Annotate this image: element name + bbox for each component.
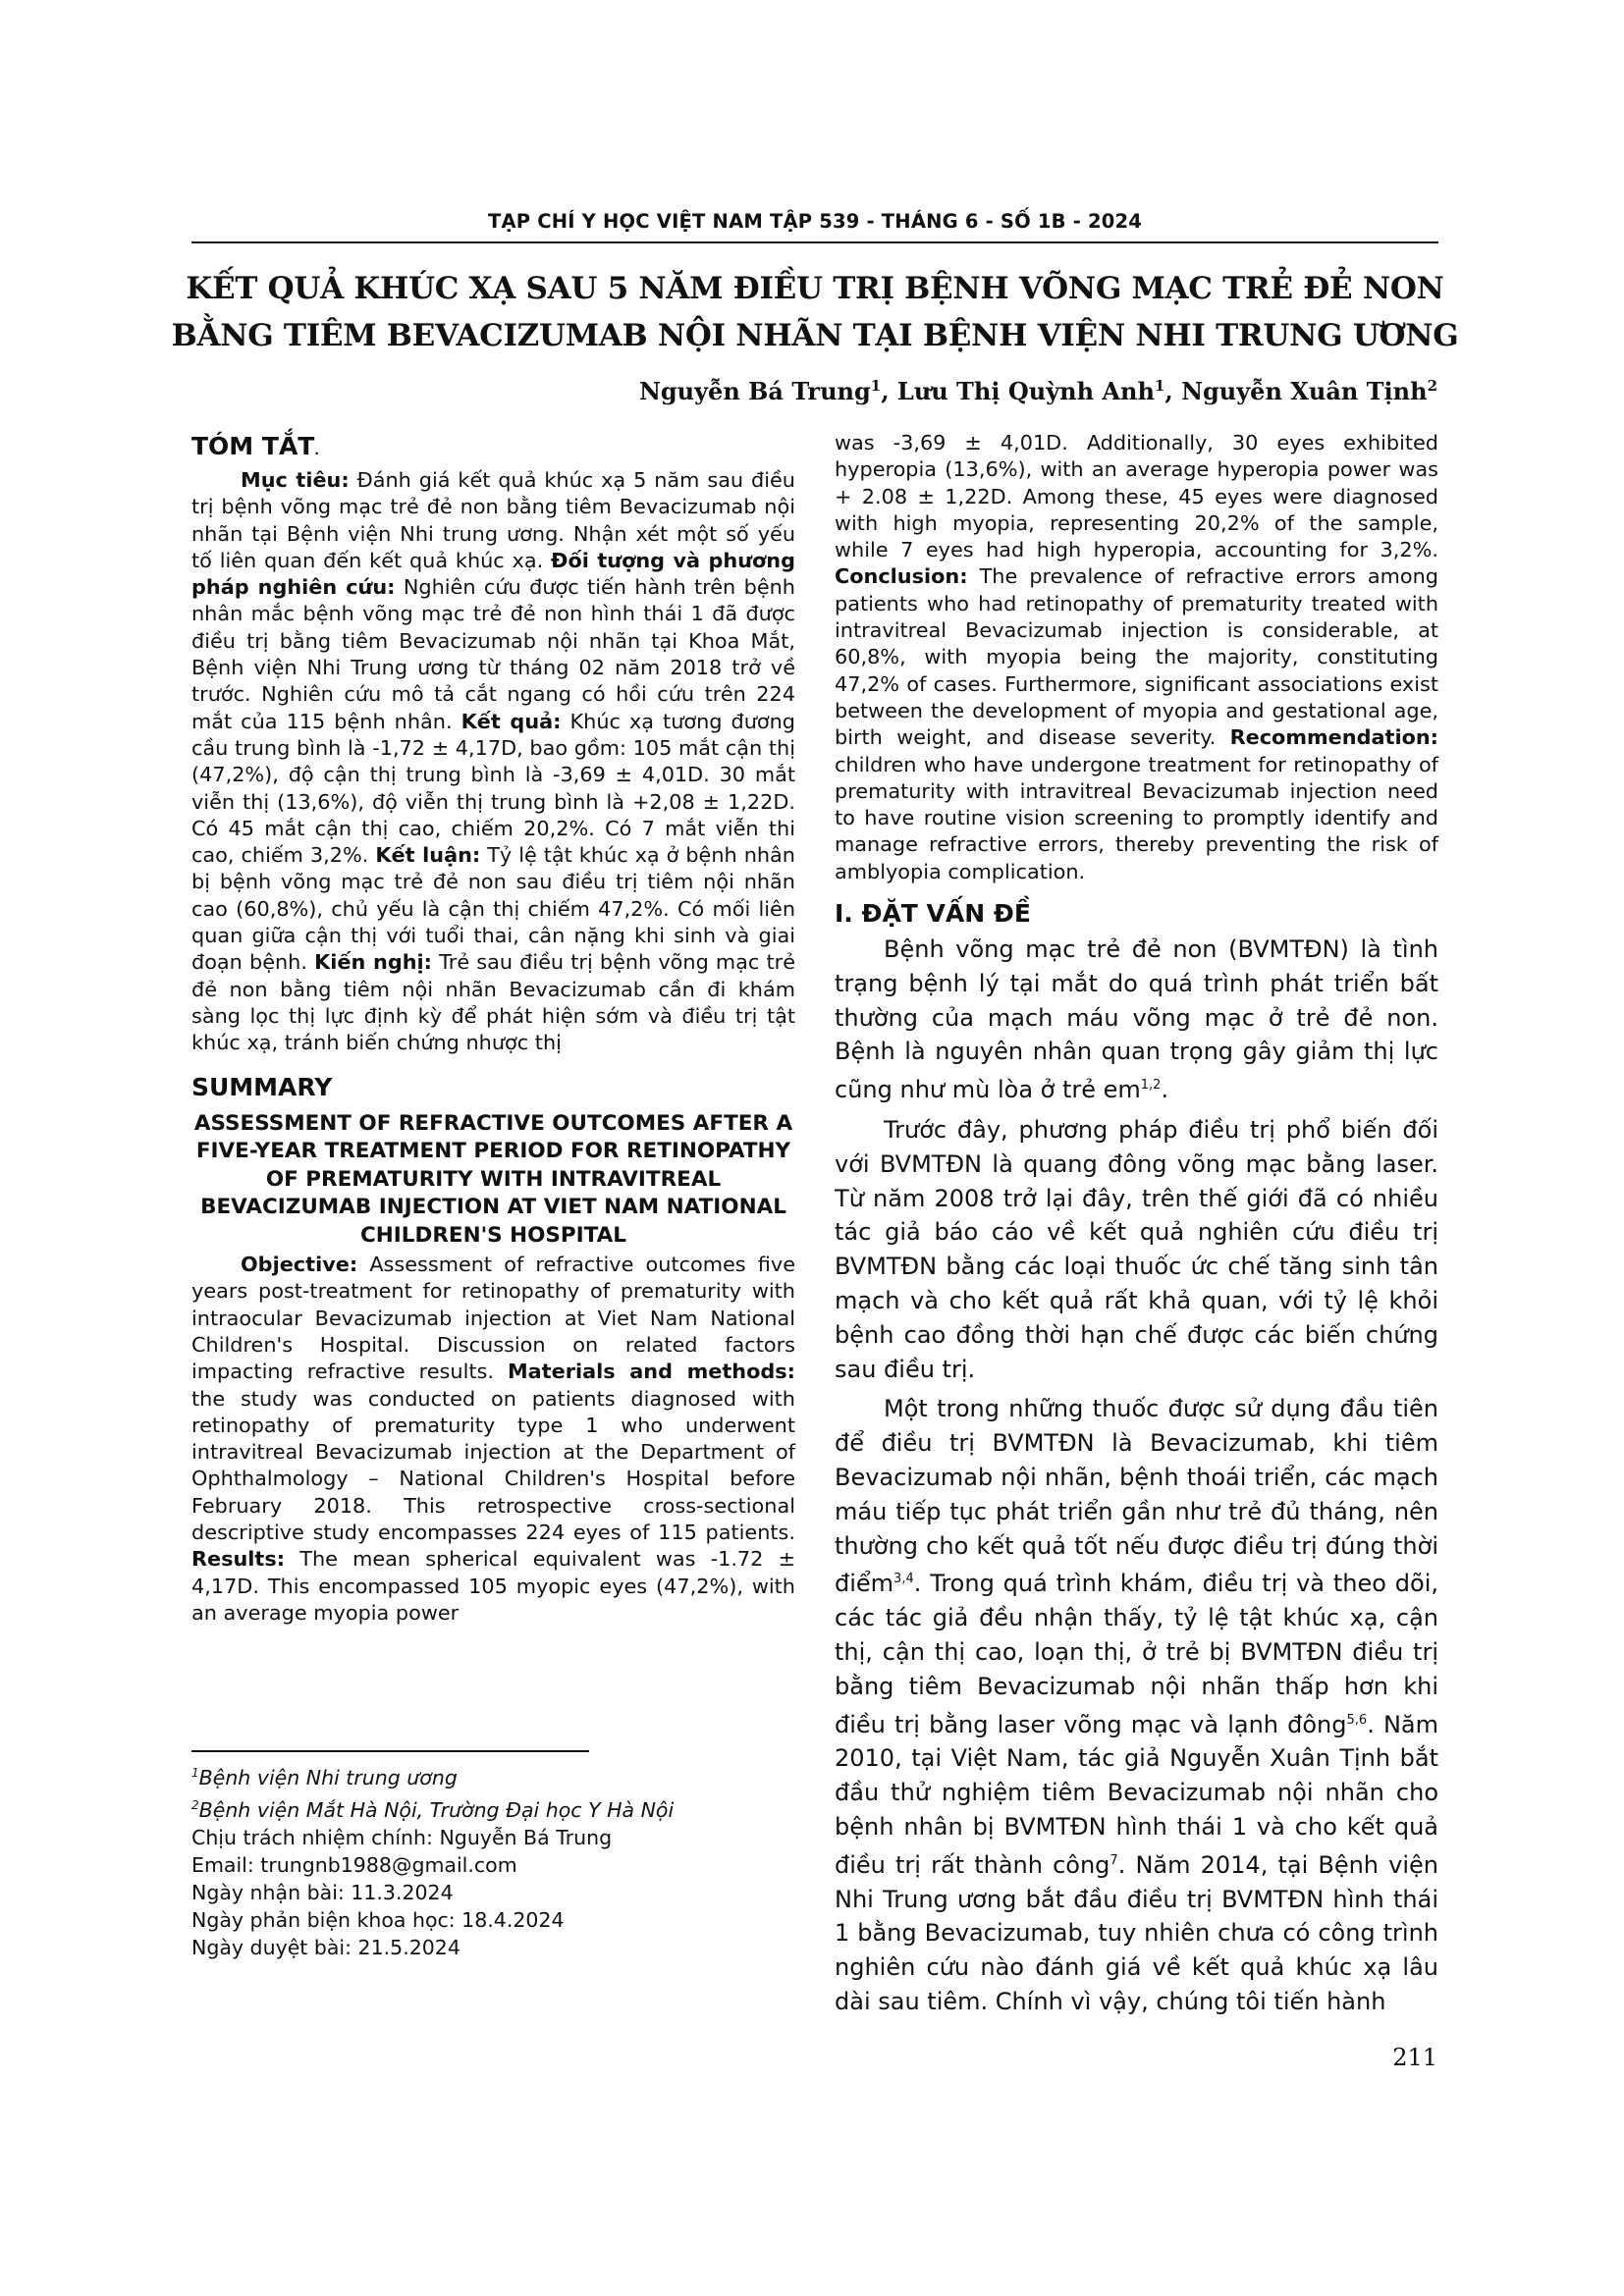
abstract-vi-heading-text: TÓM TẮT — [191, 432, 315, 460]
citation-ref: 1,2 — [1140, 1078, 1162, 1094]
affiliation-1-mark: 1 — [191, 1766, 199, 1780]
en-recommendation-text: children who have undergone treatment for retinopathy of prematurity with intravitreal Bevacizumab injection need to have routine vision screening to promptly identify and manage refractive errors, thereby preventing the risk of amblyopia complication. — [835, 752, 1438, 883]
section-1-paragraph-3 — [835, 1392, 1438, 2018]
summary-heading: SUMMARY — [191, 1072, 333, 1101]
affiliation-1-text: Bệnh viện Nhi trung ương — [198, 1765, 458, 1789]
p3-text-d: . Năm 2014, tại Bệnh viện Nhi Trung ương bắt đầu điều trị BVMTĐN hình thái 1 bằng Bevacizumab, tuy nhiên chưa có công trình nghiên cứu nào đánh giá về kết quả khúc xạ lâu dài sau tiêm. Chính vì vậy, chúng tôi tiến hành — [835, 1850, 1438, 2015]
abstract-en-body — [191, 1252, 795, 1627]
section-1-paragraph-1 — [835, 933, 1438, 1107]
title-line-1: KẾT QUẢ KHÚC XẠ SAU 5 NĂM ĐIỀU TRỊ BỆNH VÕNG MẠC TRẺ ĐẺ NON — [186, 271, 1444, 306]
p3-text-a: Một trong những thuốc được sử dụng đầu tiên để điều trị BVMTĐN là Bevacizumab, khi tiêm Bevacizumab nội nhãn, bệnh thoái triển, các mạch máu tiếp tục phát triển gần như trẻ đủ tháng, nên thường cho kết quả tốt nếu được điều trị đúng thời điểm — [835, 1395, 1438, 1598]
objective-label: Mục tiêu: — [241, 468, 350, 492]
title-line-2: BẰNG TIÊM BEVACIZUMAB NỘI NHÃN TẠI BỆNH VIỆN NHI TRUNG ƯƠNG — [171, 318, 1459, 353]
corresponding-email: Email: trungnb1988@gmail.com — [191, 1852, 517, 1877]
author-separator: , — [1164, 377, 1182, 405]
en-objective-label: Objective: — [241, 1253, 358, 1277]
journal-header: TẠP CHÍ Y HỌC VIỆT NAM TẬP 539 - THÁNG 6 - SỐ 1B - 2024 — [487, 210, 1143, 233]
p3-text-c: . Năm 2010, tại Việt Nam, tác giả Nguyễn Xuân Tịnh bắt đầu thử nghiệm tiêm Bevacizumab nội nhãn cho bệnh nhân bị BVMTĐN hình thái 1 và cho kết quả điều trị rất thành công — [835, 1710, 1439, 1879]
affiliation-1 — [191, 1759, 795, 1791]
page-number: 211 — [1392, 2044, 1437, 2071]
section-1-heading: I. ĐẶT VẤN ĐỀ — [835, 899, 1031, 929]
author-separator: , — [881, 377, 897, 405]
affiliation-2 — [191, 1791, 795, 1824]
p3-text-b: . Trong quá trình khám, điều trị và theo dõi, các tác giả đều nhận thấy, tỷ lệ tật khúc xạ, cận thị, cận thị cao, loạn thị, ở trẻ bị BVMTĐN điều trị bằng tiêm Bevacizumab nội nhãn thấp hơn khi điều trị bằng laser võng mạc và lạnh đông — [835, 1570, 1438, 1738]
author-affiliation-mark: 1 — [1154, 377, 1165, 395]
abstract-vi-heading-dot: . — [314, 444, 319, 457]
p1-end: . — [1161, 1076, 1169, 1104]
en-objective-text: Assessment of refractive outcomes five years post-treatment for retinopathy of prematurity with intraocular Bevacizumab injection at Viet Nam National Children's Hospital. Discussion on related factors impacting refractive results. — [191, 1253, 795, 1384]
summary-title: ASSESSMENT OF REFRACTIVE OUTCOMES AFTER A FIVE-YEAR TREATMENT PERIOD FOR RETINOPATHY OF PREMATURITY WITH INTRAVITREAL BEVACIZUMAB INJECTION AT VIET NAM NATIONAL CHILDREN'S HOSPITAL — [193, 1110, 793, 1248]
affiliation-2-text: Bệnh viện Mắt Hà Nội, Trường Đại học Y Hà Nội — [198, 1797, 675, 1822]
recommendation-label: Kiến nghị: — [314, 950, 432, 975]
author-list — [639, 377, 1437, 405]
affiliation-2-mark: 2 — [191, 1797, 199, 1812]
corresponding-author: Chịu trách nhiệm chính: Nguyễn Bá Trung — [191, 1825, 613, 1849]
objective-text: Đánh giá kết quả khúc xạ 5 năm sau điều trị bệnh võng mạc trẻ đẻ non bằng tiêm Bevacizumab nội nhãn tại Bệnh viện Nhi trung ương. Nhận xét một số yếu tố liên quan đến kết quả khúc xạ. — [191, 468, 795, 572]
en-results-text-continued: was -3,69 ± 4,01D. Additionally, 30 eyes exhibited hyperopia (13,6%), with an average hyperopia power was + 2.08 ± 1,22D. Among these, 45 eyes were diagnosed with high myopia, representing 20,2% of the sample, while 7 eyes had high hyperopia, accounting for 3,2%. — [835, 431, 1438, 562]
section-1-paragraph-2: Trước đây, phương pháp điều trị phổ biến đối với BVMTĐN là quang đông võng mạc bằng laser. Từ năm 2008 trở lại đây, trên thế giới đã có nhiều tác giả báo cáo về kết quả nghiên cứu điều trị BVMTĐN bằng các loại thuốc ức chế tăng sinh tân mạch và cho kết quả rất khả quan, với tỷ lệ khỏi bệnh cao đồng thời hạn chế được các biến chứng sau điều trị. — [835, 1116, 1438, 1383]
abstract-en-continued — [835, 430, 1438, 885]
footnotes — [191, 1759, 795, 1961]
author-name: Nguyễn Xuân Tịnh — [1181, 377, 1428, 405]
en-methods-text: the study was conducted on patients diagnosed with retinopathy of prematurity type 1 who underwent intravitreal Bevacizumab injection at the Department of Ophthalmology – National Children's Hospital before February 2018. This retrospective cross-sectional descriptive study encompasses 224 eyes of 115 patients. — [191, 1386, 795, 1544]
conclusion-text: Tỷ lệ tật khúc xạ ở bệnh nhân bị bệnh võng mạc trẻ đẻ non sau điều trị tiêm nội nhãn cao (60,8%), chủ yếu là cận thị chiếm 47,2%. Có mối liên quan giữa cận thị với tuổi thai, cân nặng khi sinh và giai đoạn bệnh. — [191, 843, 795, 975]
recommendation-text: Trẻ sau điều trị bệnh võng mạc trẻ đẻ non bằng tiêm nội nhãn Bevacizumab cần đi khám sàng lọc thị lực định kỳ để phát hiện sớm và điều trị tật khúc xạ, tránh biến chứng nhược thị — [191, 950, 795, 1055]
header-rule — [191, 241, 1438, 243]
citation-ref: 3,4 — [893, 1572, 914, 1587]
results-text: Khúc xạ tương đương cầu trung bình là -1,72 ± 4,17D, bao gồm: 105 mắt cận thị (47,2%), độ cận thị trung bình là -3,69 ± 4,01D. 30 mắt viễn thị (13,6%), độ viễn thị trung bình là +2,08 ± 1,22D. Có 45 mắt cận thị cao, chiếm 20,2%. Có 7 mắt viễn thi cao, chiếm 3,2%. — [191, 709, 796, 868]
left-column — [191, 430, 795, 1627]
citation-ref: 5,6 — [1346, 1712, 1368, 1728]
author-name: Lưu Thị Quỳnh Anh — [896, 377, 1155, 405]
article-title — [147, 265, 1483, 359]
review-date: Ngày phản biện khoa học: 18.4.2024 — [191, 1907, 565, 1932]
author-name: Nguyễn Bá Trung — [638, 377, 871, 405]
p1-text: Bệnh võng mạc trẻ đẻ non (BVMTĐN) là tình trạng bệnh lý tại mắt do quá trình phát triển bất thường của mạch máu võng mạc ở trẻ đẻ non. Bệnh là nguyên nhân quan trọng gây giảm thị lực cũng như mù lòa ở trẻ em — [835, 935, 1438, 1104]
methods-text: Nghiên cứu được tiến hành trên bệnh nhân mắc bệnh võng mạc trẻ đẻ non hình thái 1 đã được điều trị bằng tiêm Bevacizumab nội nhãn tại Khoa Mắt, Bệnh viện Nhi Trung ương từ tháng 02 năm 2018 trở về trước. Nghiên cứu mô tả cắt ngang có hồi cứu trên 224 mắt của 115 bệnh nhân. — [191, 575, 795, 733]
en-conclusion-text: The prevalence of refractive errors among patients who had retinopathy of prematurity treated with intravitreal Bevacizumab injection is considerable, at 60,8%, with myopia being the majority, constituting 47,2% of cases. Furthermore, significant associations exist between the development of myopia and gestational age, birth weight, and disease severity. — [835, 564, 1438, 750]
author-affiliation-mark: 2 — [1427, 377, 1437, 395]
en-recommendation-label: Recommendation: — [1229, 725, 1438, 750]
conclusion-label: Kết luận: — [375, 843, 481, 868]
right-column — [835, 430, 1438, 2019]
author-affiliation-mark: 1 — [870, 377, 882, 395]
en-results-text: The mean spherical equivalent was -1.72 ± 4,17D. This encompassed 105 myopic eyes (47,2%), with an average myopia power — [191, 1547, 795, 1625]
methods-label: Đối tượng và phương pháp nghiên cứu: — [191, 548, 795, 600]
en-conclusion-label: Conclusion: — [835, 564, 968, 589]
en-results-label: Results: — [191, 1547, 286, 1572]
received-date: Ngày nhận bài: 11.3.2024 — [191, 1880, 454, 1904]
accepted-date: Ngày duyệt bài: 21.5.2024 — [191, 1935, 460, 1959]
en-methods-label: Materials and methods: — [507, 1360, 795, 1384]
footnote-rule — [191, 1750, 589, 1752]
results-label: Kết quả: — [460, 709, 562, 733]
abstract-vi-body — [191, 467, 795, 1057]
abstract-vi-heading — [191, 430, 795, 467]
citation-ref: 7 — [1110, 1852, 1118, 1868]
